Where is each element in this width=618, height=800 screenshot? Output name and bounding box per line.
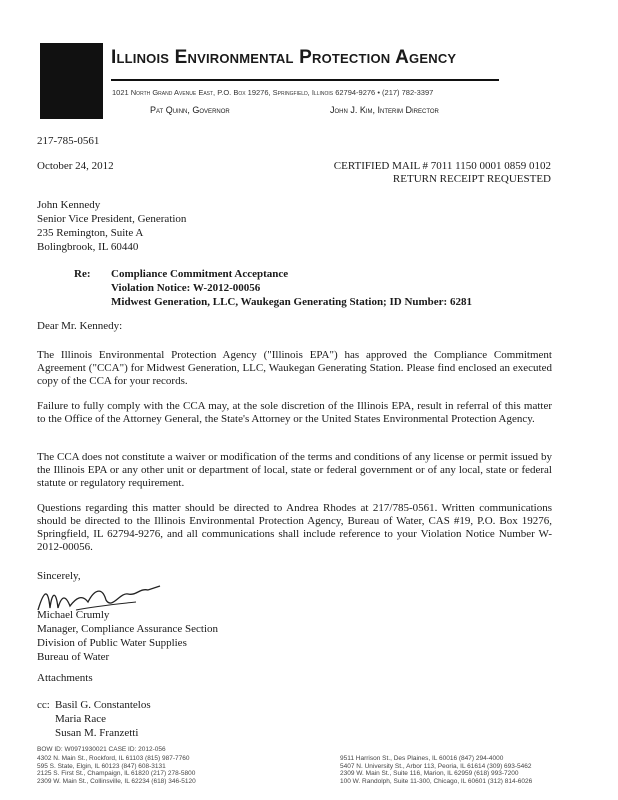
signer-bureau: Bureau of Water bbox=[37, 651, 110, 663]
addressee-line: 235 Remington, Suite A bbox=[37, 227, 144, 239]
footer-office: 9511 Harrison St., Des Plaines, IL 60016 (847) 294-4000 bbox=[340, 755, 504, 762]
agency-name: Illinois Environmental Protection Agency bbox=[111, 47, 457, 68]
agency-logo bbox=[40, 43, 103, 119]
footer-office: 100 W. Randolph, Suite 11-300, Chicago, IL 60601 (312) 814-6026 bbox=[340, 777, 533, 785]
body-paragraph: The CCA does not constitute a waiver or modification of the terms and conditions of any license or permit issued by the Illinois EPA or any other unit or department of local, state or federal government or of any local, state or federal statute or regulatory requirement. bbox=[37, 451, 552, 489]
agency-address: 1021 North Grand Avenue East, P.O. Box 19276, Springfield, Illinois 62794-9276 • (217) 782-3397 bbox=[112, 88, 434, 97]
footer-offices-left bbox=[37, 755, 196, 785]
signer-title: Manager, Compliance Assurance Section bbox=[37, 623, 219, 635]
cc-recipient: Maria Race bbox=[55, 713, 106, 725]
letter-date: October 24, 2012 bbox=[37, 160, 114, 172]
contact-phone: 217-785-0561 bbox=[37, 135, 100, 147]
footer-office: 4302 N. Main St., Rockford, IL 61103 (815) 987-7760 bbox=[37, 755, 190, 762]
certified-mail-block bbox=[334, 160, 551, 186]
footer-office: 2309 W. Main St., Suite 116, Marion, IL 62959 (618) 993-7200 bbox=[340, 770, 519, 777]
signer-block bbox=[37, 609, 218, 665]
subject-block bbox=[111, 268, 472, 310]
addressee-line: John Kennedy bbox=[37, 199, 101, 211]
certified-mail-number: CERTIFIED MAIL # 7011 1150 0001 0859 0102 bbox=[333, 160, 551, 172]
signer-name: Michael Crumly bbox=[37, 609, 110, 621]
body-paragraph: The Illinois Environmental Protection Agency ("Illinois EPA") has approved the Compliance Commitment Agreement ("CCA") for Midwest Generation, LLC, Waukegan Generating Station. Please find enclosed an executed copy of the CCA for your records. bbox=[37, 349, 552, 387]
salutation: Dear Mr. Kennedy: bbox=[37, 320, 123, 332]
addressee-block bbox=[37, 199, 186, 255]
subject-line: Midwest Generation, LLC, Waukegan Generating Station; ID Number: 6281 bbox=[111, 296, 472, 308]
re-label: Re: bbox=[74, 268, 91, 280]
subject-line: Compliance Commitment Acceptance bbox=[111, 268, 289, 280]
title-divider bbox=[111, 79, 499, 81]
governor-name: Pat Quinn, Governor bbox=[150, 105, 230, 115]
footer-offices-right bbox=[340, 755, 532, 785]
director-name: John J. Kim, Interim Director bbox=[330, 105, 439, 115]
signer-division: Division of Public Water Supplies bbox=[37, 637, 187, 649]
footer-office: 2309 W. Main St., Collinsville, IL 62234 (618) 346-5120 bbox=[37, 777, 196, 785]
closing: Sincerely, bbox=[37, 570, 81, 582]
cc-recipient: Basil G. Constantelos bbox=[55, 699, 151, 711]
footer-ids: BOW ID: W0971930021 CASE ID: 2012-056 bbox=[37, 746, 166, 753]
return-receipt: RETURN RECEIPT REQUESTED bbox=[392, 173, 551, 185]
footer-office: 595 S. State, Elgin, IL 60123 (847) 608-3131 bbox=[37, 762, 166, 770]
cc-label: cc: bbox=[37, 699, 50, 711]
subject-line: Violation Notice: W-2012-00056 bbox=[111, 282, 261, 294]
body-paragraph: Failure to fully comply with the CCA may, at the sole discretion of the Illinois EPA, result in referral of this matter to the Office of the Attorney General, the State's Attorney or the United States Environmental Protection Agency. bbox=[37, 400, 552, 425]
body-paragraph: Questions regarding this matter should be directed to Andrea Rhodes at 217/785-0561. Written communications should be directed to the Illinois Environmental Protection Agency, Bureau of Water, CAS #19, P.O. Box 19276, Springfield, IL 62794-9276, and all communications shall include reference to your Violation Notice Number W-2012-00056. bbox=[37, 502, 552, 553]
cc-list bbox=[55, 699, 151, 741]
footer-office: 5407 N. University St., Arbor 113, Peoria, IL 61614 (309) 693-5462 bbox=[340, 762, 532, 770]
footer-office: 2125 S. First St., Champaign, IL 61820 (217) 278-5800 bbox=[37, 770, 196, 777]
addressee-line: Senior Vice President, Generation bbox=[37, 213, 187, 225]
cc-recipient: Susan M. Franzetti bbox=[55, 727, 139, 739]
addressee-line: Bolingbrook, IL 60440 bbox=[37, 241, 139, 253]
attachments-label: Attachments bbox=[37, 672, 93, 684]
